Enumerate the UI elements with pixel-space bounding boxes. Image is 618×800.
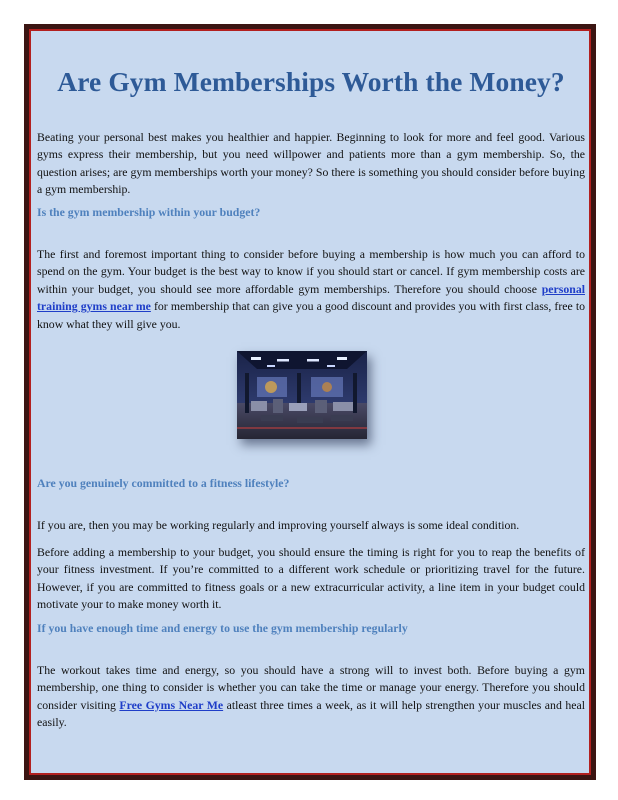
page-title: Are Gym Memberships Worth the Money? — [57, 66, 565, 97]
gym-interior-photo — [237, 351, 367, 439]
free-gyms-near-me-link[interactable]: Free Gyms Near Me — [119, 697, 224, 712]
commitment-paragraph-2: Before adding a membership to your budget, you should ensure the timing is right for you to reap the benefits of your fitness investment. If you’re committed to a different work schedule or prioritizing travel for the future. However, if you are committed to fitness goals or a new extracurricular activity, a line item in your budget could motivate your to make money worth it. — [37, 545, 585, 612]
intro-paragraph: Beating your personal best makes you healthier and happier. Beginning to look for more and feel good. Various gyms express their membership, but you need willpower and patients more than a gym membership. So, the question arises; are gym memberships worth your money? So there is something you should consider before buying a gym membership. — [37, 130, 585, 197]
gym-photo-frame — [237, 351, 367, 439]
section-heading-time-energy: If you have enough time and energy to use the gym membership regularly — [37, 621, 408, 635]
commitment-paragraph-1: If you are, then you may be working regularly and improving yourself always is some ideal condition. — [37, 518, 520, 532]
page-frame — [24, 24, 596, 780]
section-heading-commitment: Are you genuinely committed to a fitness lifestyle? — [37, 476, 290, 490]
personal-training-gyms-link[interactable]: personal training gyms near me — [37, 281, 585, 314]
page-body — [29, 29, 591, 775]
budget-text-after: for membership that can give you a good discount and provides you with first class, free to know what they will give you. — [37, 299, 585, 331]
time-energy-text-before: The workout takes time and energy, so you should have a strong will to invest both. Before buying a gym membership, one thing to consider is whether you can take the time or manage your energy. Therefore you should consider visiting — [37, 663, 585, 712]
section-heading-budget: Is the gym membership within your budget? — [37, 205, 261, 219]
time-energy-text-after: atleast three times a week, as it will help strengthen your muscles and heal easily. — [37, 697, 585, 730]
budget-text-before: The first and foremost important thing to consider before buying a membership is how much you can afford to spend on the gym. Your budget is the best way to know if you should start or cancel. If gym membership costs are within your budget, you should see more affordable gym memberships. Therefore you should choose — [37, 247, 585, 296]
time-energy-paragraph — [37, 662, 585, 732]
budget-paragraph — [37, 246, 585, 333]
